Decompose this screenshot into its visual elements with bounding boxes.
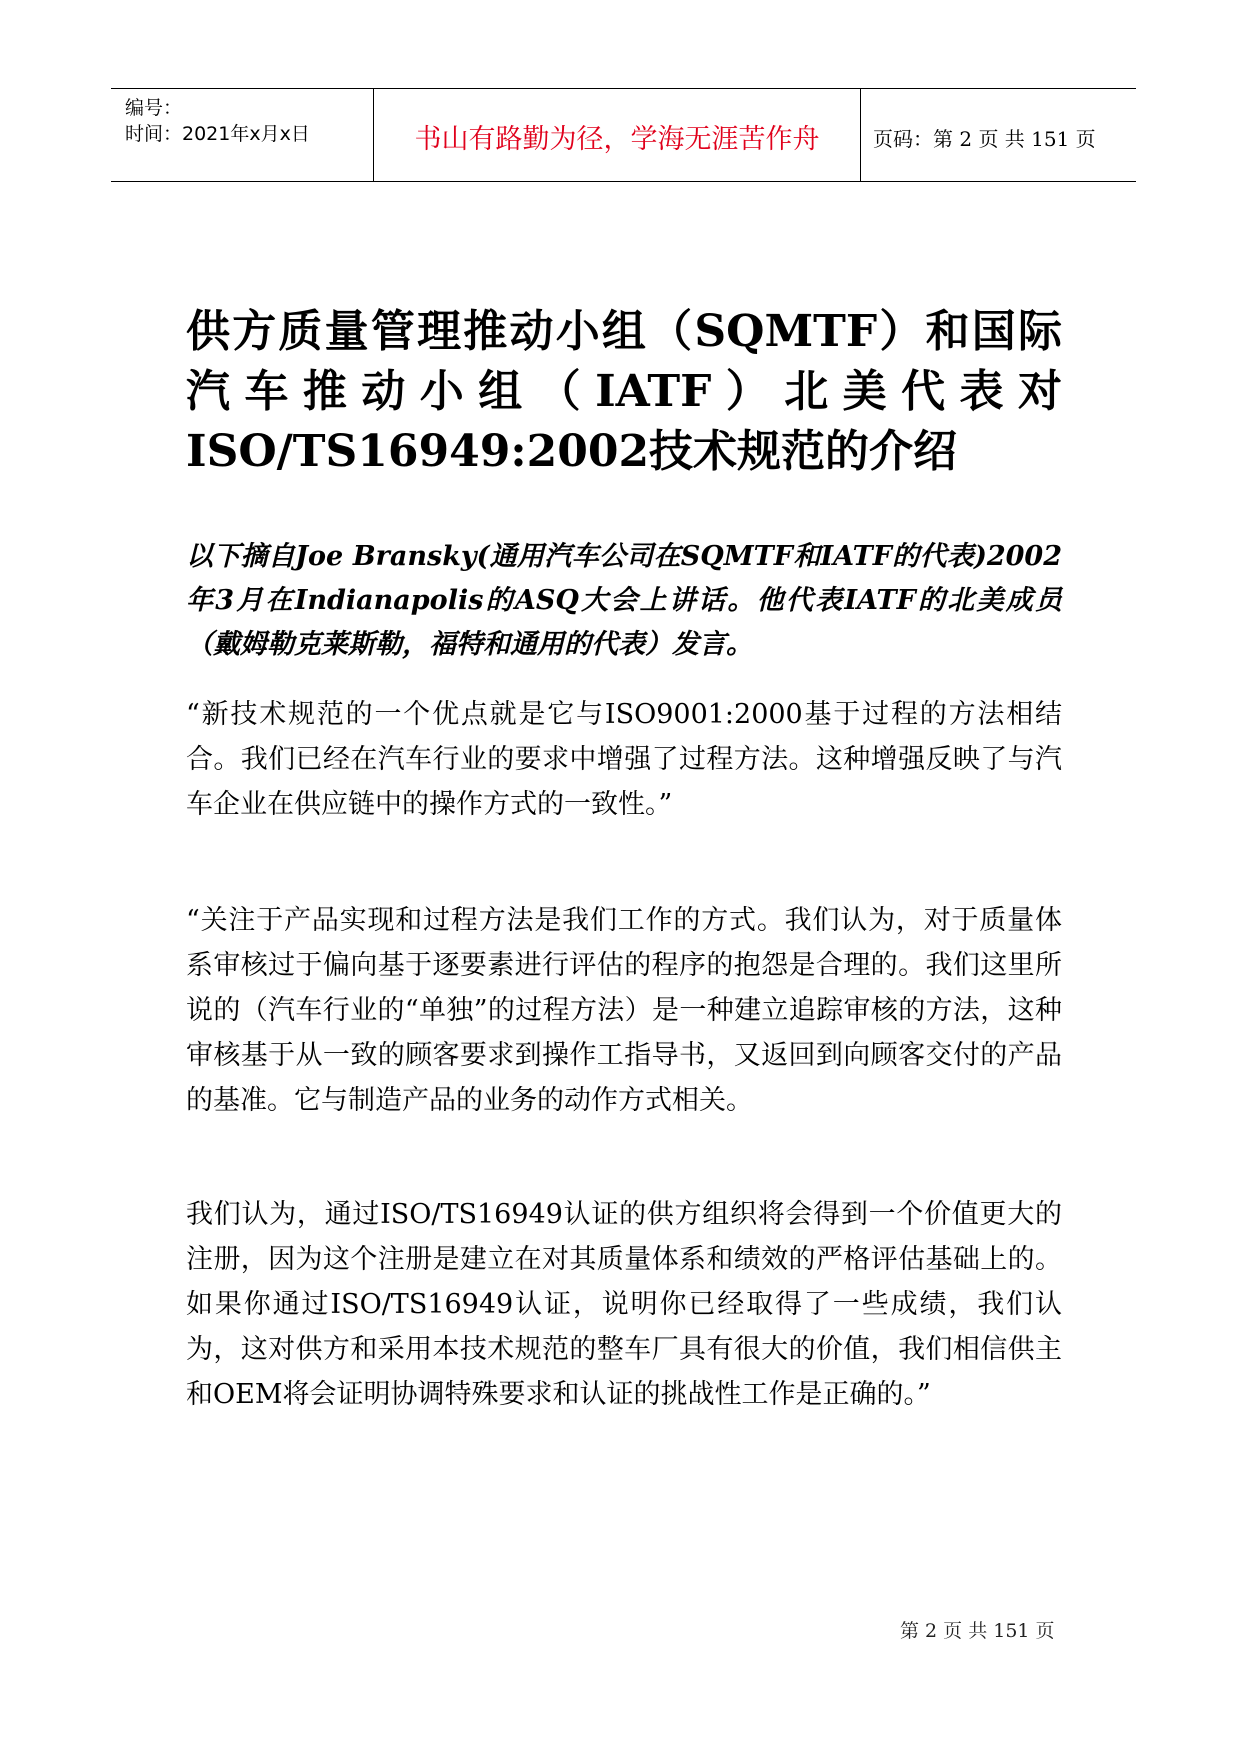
document-subtitle: 以下摘自Joe Bransky(通用汽车公司在SQMTF和IATF的代表)2002年3月在Indianapolis的ASQ大会上讲话。他代表IATF的北美成员（戴姆勒克莱斯勒，福特和通用的代表）发言。 <box>186 541 1062 660</box>
body-paragraph-2: “关注于产品实现和过程方法是我们工作的方式。我们认为，对于质量体系审核过于偏向基于逐要素进行评估的程序的抱怨是合理的。我们这里所说的（汽车行业的“单独”的过程方法）是一种建立追踪审核的方法，这种审核基于从一致的顾客要求到操作工指导书，又返回到向顾客交付的产品的基准。它与制造产品的业务的动作方式相关。 <box>186 905 1062 1116</box>
document-number-label: 编号： <box>125 97 183 119</box>
header-page-info: 页码：第 2 页 共 151 页 <box>873 127 1096 151</box>
header-right-cell <box>861 89 1136 181</box>
page-footer: 第 2 页 共 151 页 <box>900 1620 1055 1642</box>
header-left-cell <box>111 89 373 181</box>
header-motto: 书山有路勤为径，学海无涯苦作舟 <box>414 124 820 155</box>
document-title: 供方质量管理推动小组（SQMTF）和国际汽车推动小组（IATF）北美代表对ISO/TS16949:2002技术规范的介绍 <box>186 306 1062 477</box>
body-paragraph-3: 我们认为，通过ISO/TS16949认证的供方组织将会得到一个价值更大的注册，因为这个注册是建立在对其质量体系和绩效的严格评估基础上的。如果你通过ISO/TS16949认证，说明你已经取得了一些成绩，我们认为，这对供方和采用本技术规范的整车厂具有很大的价值，我们相信供主和OEM将会证明协调特殊要求和认证的挑战性工作是正确的。” <box>186 1199 1062 1410</box>
header-middle-cell <box>373 89 861 181</box>
body-paragraph-1: “新技术规范的一个优点就是它与ISO9001:2000基于过程的方法相结合。我们已经在汽车行业的要求中增强了过程方法。这种增强反映了与汽车企业在供应链中的操作方式的一致性。” <box>186 699 1062 820</box>
document-date-label: 时间：2021年x月x日 <box>125 123 310 145</box>
page-header <box>111 88 1136 182</box>
